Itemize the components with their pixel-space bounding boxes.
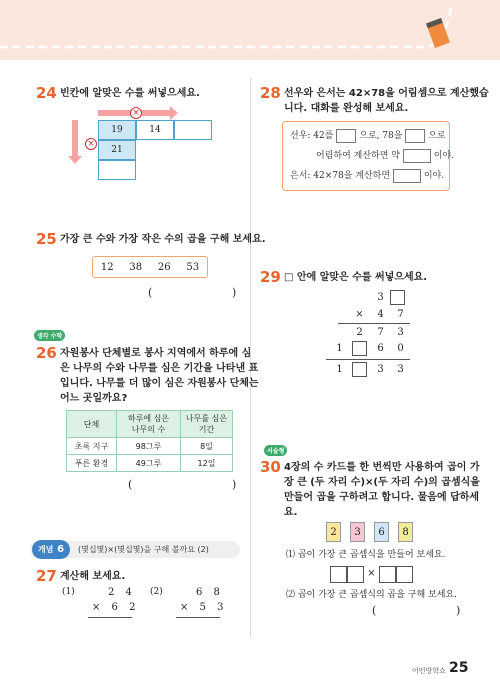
answer-square[interactable]	[347, 566, 364, 583]
q29-number: 29	[260, 268, 281, 286]
q28-line: 니다. 대화를 완성해 보세요.	[284, 103, 409, 114]
multiply-circle-icon: ×	[130, 107, 142, 119]
digit: 2	[356, 327, 363, 338]
q26-line: 은 나무의 수와 나무를 심은 기간을 나타낸 표	[60, 363, 259, 374]
answer-paren-left: (	[372, 604, 377, 617]
dialog-text: 으로, 78을	[359, 131, 403, 141]
grid-cell-21: 21	[98, 140, 136, 160]
table-cell: 49그루	[117, 455, 181, 472]
answer-paren-right: )	[456, 604, 461, 617]
q25-number: 25	[36, 230, 57, 248]
q28-number: 28	[260, 84, 281, 102]
q25-text: 가장 큰 수와 가장 작은 수의 곱을 구해 보세요.	[60, 234, 266, 245]
q29-text: □ 안에 알맞은 수를 써넣으세요.	[284, 272, 428, 283]
multiplicand: 6 8	[196, 587, 224, 598]
answer-blank[interactable]	[393, 169, 421, 183]
lesson-title: (몇십몇)×(몇십몇)을 구해 볼까요 (2)	[78, 545, 209, 554]
answer-cell[interactable]	[174, 120, 212, 140]
answer-blank[interactable]	[403, 149, 431, 163]
q30-number: 30	[260, 458, 281, 476]
answer-blank[interactable]	[405, 129, 425, 143]
answer-paren-left: (	[128, 478, 133, 491]
answer-paren-right: )	[232, 286, 237, 299]
table-header: 단체	[67, 411, 117, 438]
digit: ×	[355, 309, 364, 320]
problem-label: (2)	[150, 587, 163, 597]
digit: 3	[397, 364, 404, 375]
digit: 3	[397, 327, 404, 338]
q30-line: 만들어 곱을 구하려고 합니다. 물음에 답하세	[284, 492, 480, 503]
dialog-line	[290, 168, 444, 183]
arrow-down-head-icon	[68, 156, 82, 164]
answer-blank[interactable]	[336, 129, 356, 143]
digit: 1	[336, 343, 343, 354]
dialog-text: 어림하여 계산하면 약	[316, 151, 400, 161]
lesson-badge-number: 6	[57, 544, 65, 555]
digit: 6	[377, 343, 384, 354]
answer-square[interactable]	[390, 290, 405, 305]
digit: 7	[397, 309, 404, 320]
q24-text: 빈칸에 알맞은 수를 써넣으세요.	[60, 88, 200, 99]
q26-answer-field[interactable]	[136, 476, 230, 492]
lesson-badge	[32, 540, 70, 559]
answer-square[interactable]	[352, 362, 367, 377]
table-header: 나무를 심은 기간	[181, 411, 233, 438]
footer-label: 어떤방학쇼	[412, 667, 446, 675]
multiply-circle-icon: ×	[85, 138, 97, 150]
multiplicand: 2 4	[108, 587, 136, 598]
table-cell: 초록 지구	[67, 438, 117, 455]
number-item: 12	[100, 261, 114, 273]
calc-rule	[326, 359, 410, 360]
number-card: 8	[398, 522, 413, 542]
digit: 1	[336, 364, 343, 375]
number-item: 26	[157, 261, 171, 273]
number-item: 38	[129, 261, 143, 273]
arrow-down-icon	[72, 120, 78, 158]
q24-number: 24	[36, 84, 57, 102]
q30-line: 장 큰 (두 자리 수)×(두 자리 수)의 곱셈식을	[284, 477, 480, 488]
times-symbol: ×	[367, 568, 376, 579]
arrow-right-head-icon	[170, 106, 178, 120]
q26-line: 자원봉사 단체별로 봉사 지역에서 하루에 심	[60, 348, 252, 359]
q26-number: 26	[36, 344, 57, 362]
answer-paren-left: (	[148, 286, 153, 299]
answer-square[interactable]	[396, 566, 413, 583]
multiplier: × 5 3	[180, 602, 228, 613]
grid-cell-19: 19	[98, 120, 136, 140]
thinking-math-badge: 생각 수학	[34, 330, 65, 341]
q30-line: 요.	[284, 507, 298, 518]
table-cell: 98그루	[117, 438, 181, 455]
digit: 0	[397, 343, 404, 354]
answer-square[interactable]	[352, 341, 367, 356]
table-header: 하루에 심은 나무의 수	[117, 411, 181, 438]
q26-line: 입니다. 나무를 더 많이 심은 자원봉사 단체는	[60, 378, 259, 389]
answer-paren-right: )	[232, 478, 237, 491]
dialog-text: 선우: 42를	[290, 131, 334, 141]
tree-table	[66, 410, 233, 472]
q30-sub1: ⑴ 곱이 가장 큰 곱셈식을 만들어 보세요.	[286, 550, 446, 560]
table-row	[67, 455, 233, 472]
table-cell: 8일	[181, 438, 233, 455]
number-card: 3	[350, 522, 365, 542]
dialog-text: 은서: 42×78을 계산하면	[290, 171, 391, 181]
q30-line: 4장의 수 카드를 한 번씩만 사용하여 곱이 가	[284, 462, 480, 473]
table-row	[67, 438, 233, 455]
answer-square[interactable]	[330, 566, 347, 583]
digit: 3	[377, 364, 384, 375]
page-number: 25	[449, 660, 469, 676]
q27-number: 27	[36, 567, 57, 585]
table-cell: 12일	[181, 455, 233, 472]
dialog-text: 이야.	[433, 151, 454, 161]
calc-rule	[338, 323, 410, 324]
problem-label: (1)	[62, 587, 75, 597]
digit: 4	[377, 309, 384, 320]
grid-cell-14: 14	[136, 120, 174, 140]
digit: 7	[377, 327, 384, 338]
q30-sub2: ⑵ 곱이 가장 큰 곱셈식의 곱을 구해 보세요.	[286, 590, 457, 600]
multiplier: × 6 2	[92, 602, 140, 613]
number-item: 53	[186, 261, 200, 273]
q26-line: 어느 곳일까요?	[60, 393, 128, 404]
dialog-text: 으로	[428, 131, 446, 141]
q30-answer-field[interactable]	[380, 602, 454, 618]
q25-answer-field[interactable]	[156, 284, 230, 300]
number-card: 6	[374, 522, 389, 542]
dialog-line	[290, 128, 446, 143]
number-box	[92, 256, 208, 278]
essay-badge: 서술형	[264, 445, 287, 456]
q27-text: 계산해 보세요.	[60, 571, 126, 582]
calc-rule	[176, 617, 220, 618]
header-dashed-path	[0, 0, 500, 60]
table-cell: 푸른 환경	[67, 455, 117, 472]
dialog-text: 이야.	[423, 171, 445, 181]
lesson-badge-label: 개념	[37, 545, 54, 554]
q28-line: 선우와 은서는 42×78을 어림셈으로 계산했습	[284, 88, 489, 99]
calc-rule	[88, 617, 132, 618]
answer-square[interactable]	[379, 566, 396, 583]
digit: 3	[377, 292, 384, 303]
number-card: 2	[326, 522, 341, 542]
dialog-line	[316, 148, 454, 163]
answer-cell[interactable]	[98, 160, 136, 180]
